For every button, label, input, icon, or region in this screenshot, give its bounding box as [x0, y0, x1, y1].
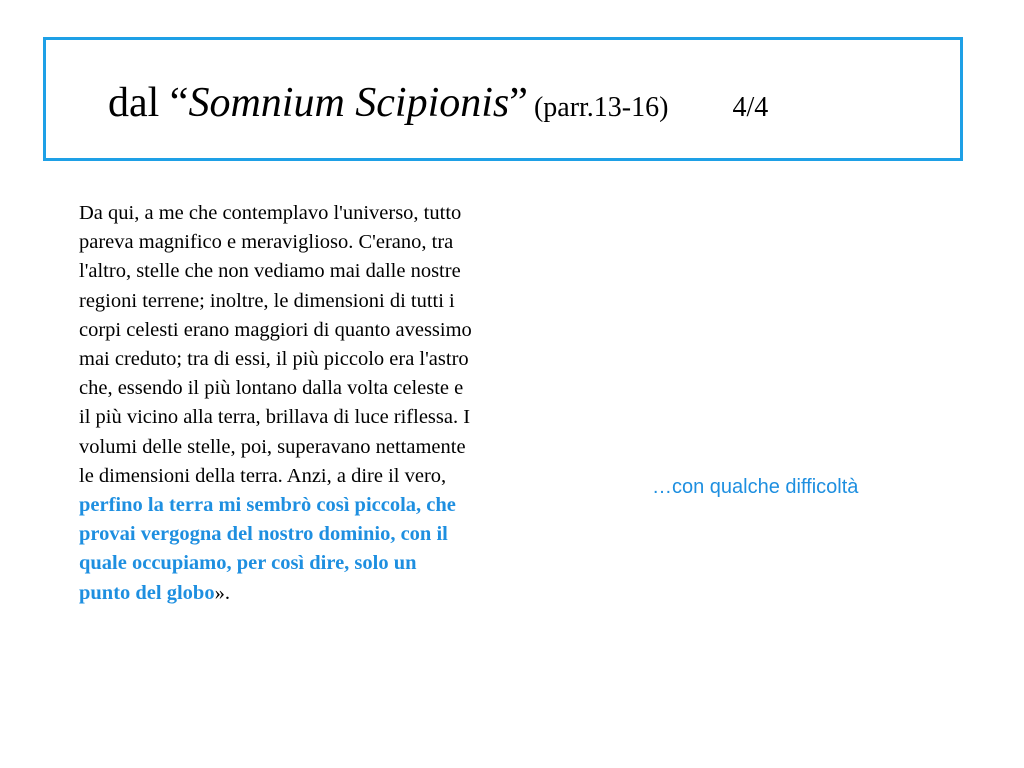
- body-line: le dimensioni della terra. Anzi, a dire il vero,: [79, 464, 447, 487]
- highlight-line: punto del globo: [79, 581, 215, 604]
- page-number: 4/4: [732, 92, 769, 123]
- body-line: volumi delle stelle, poi, superavano nettamente: [79, 435, 466, 458]
- body-line: che, essendo il più lontano dalla volta celeste e: [79, 377, 464, 400]
- body-line: Da qui, a me che contemplavo l'universo, tutto: [79, 202, 462, 224]
- title-suffix: ”: [509, 80, 528, 126]
- body-line: l'altro, stelle che non vediamo mai dalle nostre: [79, 260, 461, 283]
- body-line: regioni terrene; inoltre, le dimensioni di tutti i: [79, 289, 455, 312]
- title-paragraphs: (parr.13-16): [533, 92, 669, 123]
- closing-quote: ».: [214, 581, 230, 604]
- body-text: [79, 199, 579, 608]
- body-line: pareva magnifico e meraviglioso. C'erano, tra: [79, 231, 454, 254]
- side-note: …con qualche difficoltà: [652, 476, 859, 498]
- body-line: corpi celesti erano maggiori di quanto avessimo: [79, 318, 472, 341]
- body-line: mai creduto; tra di essi, il più piccolo era l'astro: [79, 348, 469, 371]
- body-line: il più vicino alla terra, brillava di luce riflessa. I: [79, 406, 471, 429]
- title-box: [43, 37, 963, 161]
- page-title: [108, 78, 768, 133]
- title-prefix: dal “: [108, 80, 189, 126]
- highlight-line: provai vergogna del nostro dominio, con il: [79, 523, 448, 546]
- highlight-line: quale occupiamo, per così dire, solo un: [79, 552, 417, 575]
- title-work: Somnium Scipionis: [188, 80, 510, 126]
- highlight-line: perfino la terra mi sembrò così piccola, che: [79, 494, 456, 517]
